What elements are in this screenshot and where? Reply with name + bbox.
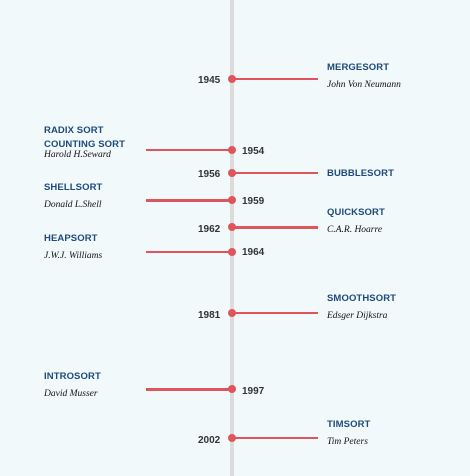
event-year: 1956	[198, 169, 221, 180]
event-year: 1964	[242, 247, 265, 258]
event-year: 1954	[242, 146, 265, 157]
event-connector	[146, 388, 232, 391]
event-connector	[232, 172, 318, 174]
algorithm-name: SHELLSORT	[44, 182, 103, 193]
event-connector	[232, 226, 318, 229]
event-connector	[232, 312, 318, 314]
event-connector	[146, 149, 232, 151]
event-marker	[228, 196, 236, 204]
event-marker	[228, 75, 236, 83]
algorithm-author: John Von Neumann	[327, 80, 401, 90]
algorithm-name: QUICKSORT	[327, 207, 385, 218]
event-marker	[228, 146, 236, 154]
event-marker	[228, 248, 236, 256]
event-connector	[146, 199, 232, 202]
algorithm-author: David Musser	[44, 389, 98, 399]
algorithm-name: MERGESORT	[327, 62, 390, 73]
event-marker	[228, 169, 236, 177]
algorithm-name: RADIX SORT	[44, 125, 104, 136]
algorithm-author: C.A.R. Hoarre	[327, 225, 383, 235]
timeline-axis	[230, 0, 234, 476]
event-marker	[228, 309, 236, 317]
algorithm-author: J.W.J. Williams	[44, 251, 103, 261]
event-year: 1997	[242, 386, 265, 397]
algorithm-author: Tim Peters	[327, 437, 368, 447]
algorithm-name: HEAPSORT	[44, 233, 98, 244]
event-connector	[232, 437, 318, 439]
algorithm-name: SMOOTHSORT	[327, 293, 397, 304]
event-year: 1981	[198, 310, 221, 321]
event-year: 1945	[198, 75, 221, 86]
event-connector	[146, 251, 232, 253]
event-marker	[228, 434, 236, 442]
algorithm-name: BUBBLESORT	[327, 168, 394, 179]
event-marker	[228, 223, 236, 231]
algorithm-name: TIMSORT	[327, 419, 371, 430]
event-marker	[228, 385, 236, 393]
algorithm-author: Harold H.Seward	[44, 150, 111, 160]
event-year: 1962	[198, 224, 221, 235]
event-year: 1959	[242, 196, 265, 207]
algorithm-name: INTROSORT	[44, 371, 101, 382]
event-connector	[232, 78, 318, 80]
event-year: 2002	[198, 435, 221, 446]
algorithm-name: COUNTING SORT	[44, 139, 125, 150]
algorithm-author: Donald L.Shell	[44, 200, 102, 210]
algorithm-author: Edsger Dijkstra	[327, 311, 388, 321]
